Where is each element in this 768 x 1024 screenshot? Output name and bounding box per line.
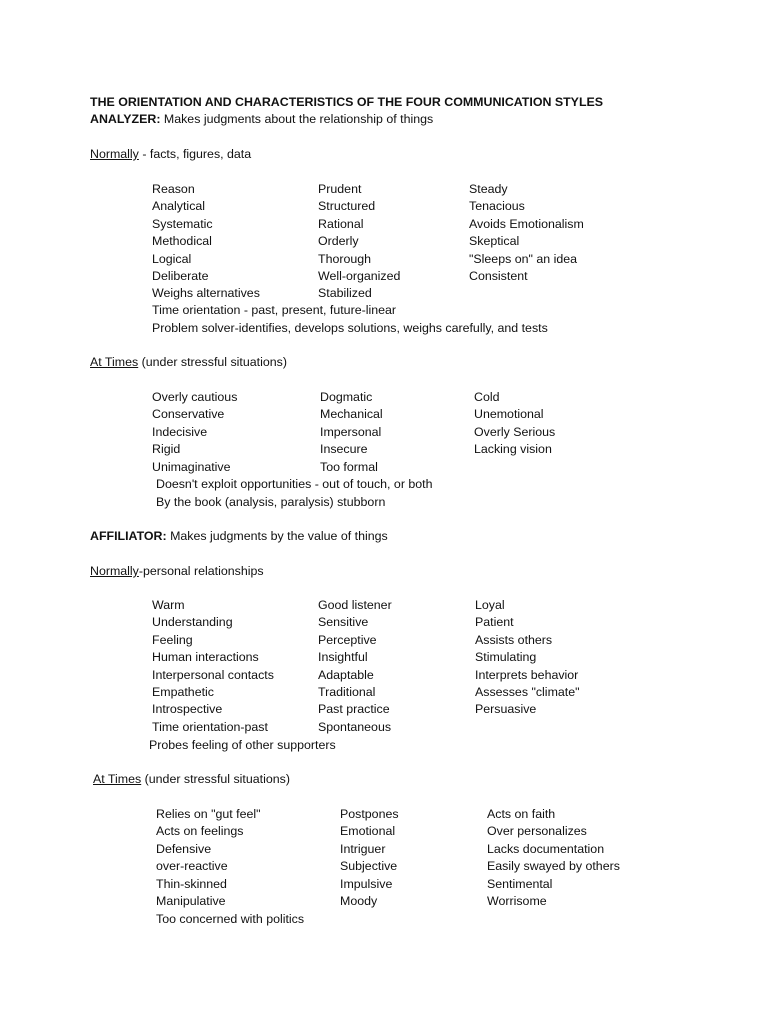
affiliator-heading [90, 528, 388, 545]
trait-item: Impersonal [320, 424, 382, 439]
affiliator-description: Makes judgments by the value of things [166, 529, 388, 543]
trait-item: Orderly [318, 234, 359, 249]
trait-item: Avoids Emotionalism [469, 216, 584, 231]
trait-item: Understanding [152, 615, 233, 630]
trait-item: "Sleeps on" an idea [469, 251, 578, 266]
trait-item: Systematic [152, 216, 213, 231]
trait-item: Lacks documentation [487, 841, 605, 856]
trait-item: Loyal [475, 598, 505, 612]
trait-item: Warm [152, 598, 185, 612]
trait-item: Impulsive [340, 876, 393, 891]
trait-item: Insecure [320, 442, 368, 457]
analyzer-normally-heading [90, 146, 251, 163]
trait-item: Reason [152, 182, 195, 196]
trait-item: Assists others [475, 632, 553, 647]
trait-item: Easily swayed by others [487, 859, 620, 874]
trait-item: Conservative [152, 407, 225, 422]
trait-item: Moody [340, 894, 378, 908]
affiliator-normally-rest: -personal relationships [138, 564, 264, 578]
trait-item: Well-organized [318, 269, 401, 283]
trait-item: Emotional [340, 824, 396, 839]
trait-item: Acts on feelings [156, 824, 244, 839]
trait-item: Steady [469, 182, 508, 196]
analyzer-normally-rest: - facts, figures, data [138, 147, 252, 161]
affiliator-normally-heading [90, 563, 264, 580]
trait-item: Overly Serious [474, 424, 556, 439]
trait-item: Thorough [318, 251, 372, 266]
trait-item: Good listener [318, 598, 392, 612]
analyzer-at-times-rest: (under stressful situations) [138, 355, 287, 369]
affiliator-normally-label: Normally [90, 564, 139, 578]
analyzer-at-times-line-2: By the book (analysis, paralysis) stubborn [156, 495, 386, 509]
trait-item: Mechanical [320, 407, 383, 422]
trait-item: Skeptical [469, 234, 520, 249]
analyzer-at-times-label: At Times [90, 355, 139, 369]
trait-item: Prudent [318, 182, 362, 196]
trait-item: Worrisome [487, 894, 547, 908]
trait-item: Spontaneous [318, 719, 392, 734]
trait-item: Deliberate [152, 269, 209, 283]
trait-item: Time orientation-past [152, 719, 268, 734]
analyzer-heading [90, 111, 433, 128]
analyzer-at-times-heading [90, 354, 287, 371]
analyzer-normally-line-2: Problem solver-identifies, develops solutions, weighs carefully, and tests [152, 321, 548, 335]
affiliator-label: AFFILIATOR: [90, 529, 167, 543]
trait-item: Thin-skinned [156, 876, 227, 891]
trait-item: Dogmatic [320, 390, 373, 404]
affiliator-at-times-rest: (under stressful situations) [141, 772, 290, 786]
page-title: THE ORIENTATION AND CHARACTERISTICS OF THE FOUR COMMUNICATION STYLES [90, 95, 604, 109]
trait-item: Lacking vision [474, 442, 552, 457]
trait-item: Perceptive [318, 632, 377, 647]
trait-item: Rational [318, 216, 364, 231]
trait-item: over-reactive [156, 859, 228, 874]
trait-item: Too formal [320, 459, 378, 474]
trait-item: Adaptable [318, 667, 374, 682]
trait-item: Logical [152, 251, 192, 266]
trait-item: Methodical [152, 234, 212, 249]
affiliator-at-times-label: At Times [93, 772, 142, 786]
analyzer-normally-line-1: Time orientation - past, present, future-linear [152, 303, 397, 317]
trait-item: Human interactions [152, 650, 259, 665]
trait-item: Acts on faith [487, 807, 556, 821]
analyzer-description: Makes judgments about the relationship of things [160, 112, 434, 126]
trait-item: Rigid [152, 442, 181, 457]
trait-item: Postpones [340, 807, 399, 821]
trait-item: Patient [475, 615, 514, 630]
affiliator-normally-line-1: Probes feeling of other supporters [149, 738, 336, 752]
trait-item: Interprets behavior [475, 667, 579, 682]
trait-item: Unemotional [474, 407, 544, 422]
trait-item: Unimaginative [152, 459, 231, 474]
analyzer-normally-label: Normally [90, 147, 139, 161]
trait-item: Feeling [152, 632, 193, 647]
trait-item: Interpersonal contacts [152, 667, 274, 682]
analyzer-at-times-line-1: Doesn't exploit opportunities - out of touch, or both [156, 477, 433, 491]
trait-item: Subjective [340, 859, 398, 874]
trait-item: Intriguer [340, 841, 386, 856]
trait-item: Analytical [152, 199, 206, 214]
trait-item: Persuasive [475, 702, 537, 717]
trait-item: Tenacious [469, 199, 525, 214]
trait-item: Stimulating [475, 650, 537, 665]
trait-item: Cold [474, 390, 500, 404]
trait-item: Stabilized [318, 286, 372, 301]
trait-item: Assesses "climate" [475, 685, 580, 699]
trait-item: Manipulative [156, 894, 226, 908]
trait-item: Defensive [156, 841, 212, 856]
trait-item: Empathetic [152, 685, 214, 699]
trait-item: Sensitive [318, 615, 369, 630]
trait-item: Over personalizes [487, 824, 587, 839]
trait-item: Traditional [318, 685, 376, 699]
affiliator-at-times-line-1: Too concerned with politics [156, 912, 305, 926]
trait-item: Overly cautious [152, 390, 238, 404]
affiliator-at-times-heading [93, 771, 290, 788]
trait-item: Past practice [318, 702, 390, 717]
trait-item: Indecisive [152, 424, 208, 439]
trait-item: Structured [318, 199, 376, 214]
trait-item: Introspective [152, 702, 223, 717]
trait-item: Weighs alternatives [152, 286, 260, 301]
analyzer-label: ANALYZER: [90, 112, 161, 126]
trait-item: Relies on "gut feel" [156, 807, 261, 821]
trait-item: Consistent [469, 269, 528, 283]
trait-item: Sentimental [487, 876, 553, 891]
trait-item: Insightful [318, 650, 368, 665]
